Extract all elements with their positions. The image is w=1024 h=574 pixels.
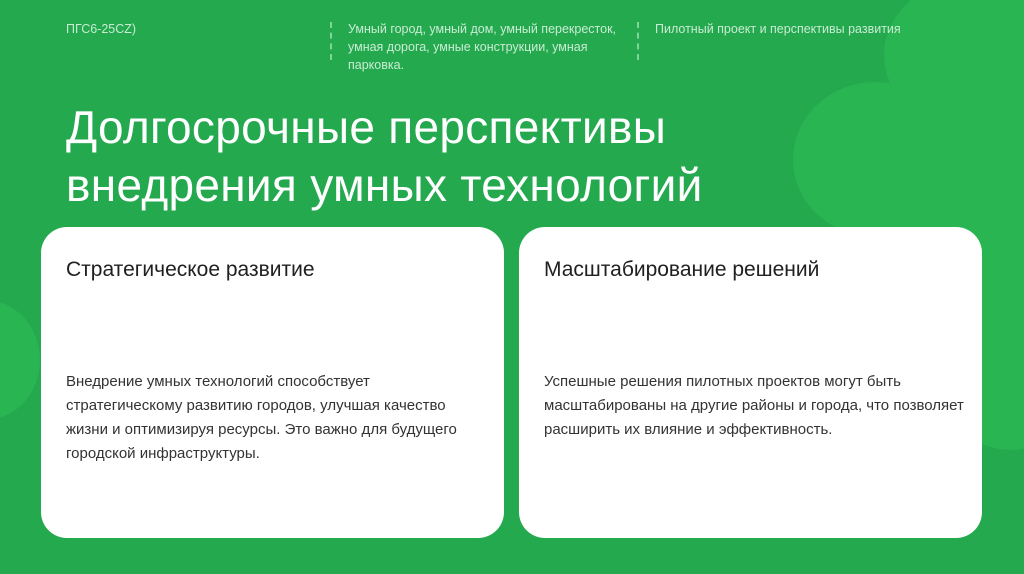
card-text: Внедрение умных технологий способствует стратегическому развитию городов, улучшая качество жизни и оптимизируя ресурсы. Это важно для будущего городской инфраструктуры.: [66, 373, 457, 462]
topics-text: Умный город, умный дом, умный перекресток, умная дорога, умные конструкции, умная парковка.: [348, 22, 617, 72]
title-line-1: Долгосрочные перспективы: [66, 101, 667, 153]
card-strategic-development: [41, 227, 504, 538]
card-heading: Стратегическое развитие: [66, 258, 315, 281]
header-divider-2: [637, 22, 639, 60]
project-text: Пилотный проект и перспективы развития: [655, 22, 901, 36]
decor-circle-left-edge: [0, 300, 40, 420]
card-heading: Масштабирование решений: [544, 258, 820, 281]
course-code: ПГС6-25CZ): [66, 22, 137, 36]
page-title: [66, 98, 703, 214]
header-divider-1: [330, 22, 332, 60]
card-scaling-solutions: [519, 227, 982, 538]
title-line-2: внедрения умных технологий: [66, 159, 703, 211]
card-text: Успешные решения пилотных проектов могут быть масштабированы на другие районы и города, что позволяет расширить их влияние и эффективность.: [544, 373, 964, 438]
